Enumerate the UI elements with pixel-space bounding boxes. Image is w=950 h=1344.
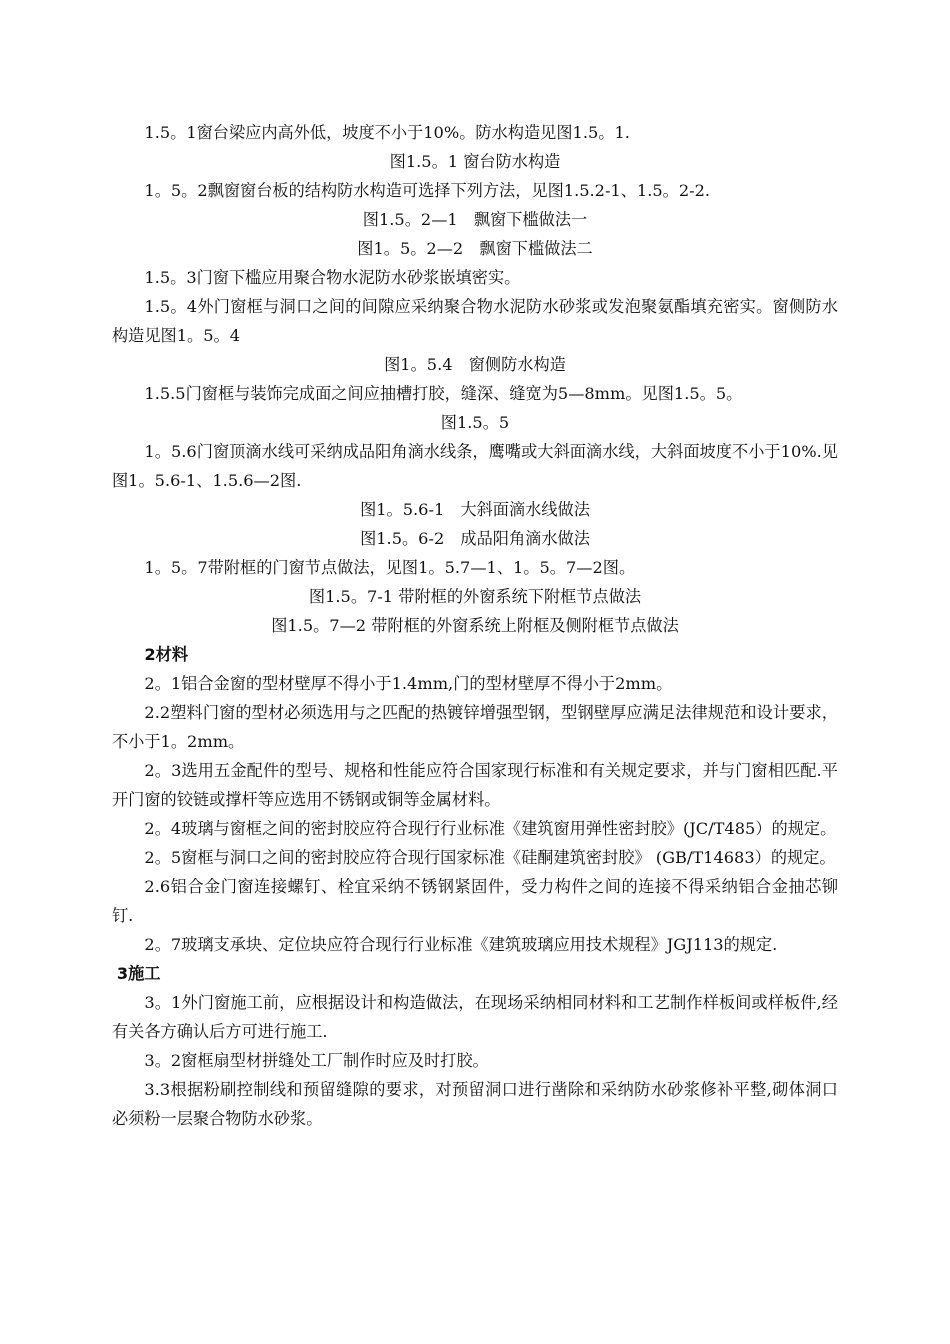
paragraph: 3。1外门窗施工前，应根据设计和构造做法，在现场采纳相同材料和工艺制作样板间或样板件,经有关各方确认后方可进行施工. <box>112 993 838 1041</box>
section-heading-materials: 2材料 <box>144 645 189 664</box>
figure-caption: 图1.5。6-2 成品阳角滴水做法 <box>360 529 590 548</box>
paragraph: 2。7玻璃支承块、定位块应符合现行行业标准《建筑玻璃应用技术规程》JGJ113的规定. <box>144 935 778 954</box>
paragraph: 1.5。4外门窗框与洞口之间的间隙应采纳聚合物水泥防水砂浆或发泡聚氨酯填充密实。窗侧防水构造见图1。5。4 <box>112 297 838 345</box>
figure-caption: 图1.5。7—2 带附框的外窗系统上附框及侧附框节点做法 <box>271 616 679 635</box>
figure-caption: 图1。5。2—2 飘窗下槛做法二 <box>357 239 593 258</box>
paragraph: 2.2塑料门窗的型材必须选用与之匹配的热镀锌增强型钢，型钢壁厚应满足法律规范和设计要求，不小于1。2mm。 <box>112 703 838 751</box>
figure-caption: 图1.5。2—1 飘窗下槛做法一 <box>362 210 588 229</box>
section-heading-construction: 3施工 <box>116 964 161 983</box>
paragraph: 3.3根据粉刷控制线和预留缝隙的要求，对预留洞口进行凿除和采纳防水砂浆修补平整,砌体洞口必须粉一层聚合物防水砂浆。 <box>112 1080 838 1128</box>
paragraph: 2。5窗框与洞口之间的密封胶应符合现行国家标准《硅酮建筑密封胶》 (GB/T14683）的规定。 <box>144 848 836 867</box>
document-page <box>112 118 838 1133</box>
paragraph: 2。4玻璃与窗框之间的密封胶应符合现行行业标准《建筑窗用弹性密封胶》(JC/T485）的规定。 <box>144 819 837 838</box>
paragraph: 2。3选用五金配件的型号、规格和性能应符合国家现行标准和有关规定要求，并与门窗相匹配.平开门窗的铰链或撑杆等应选用不锈钢或铜等金属材料。 <box>112 761 838 809</box>
figure-caption: 图1.5。7-1 带附框的外窗系统下附框节点做法 <box>308 587 642 606</box>
paragraph: 1。5。7带附框的门窗节点做法，见图1。5.7—1、1。5。7—2图。 <box>144 558 636 577</box>
figure-caption: 图1。5.6-1 大斜面滴水线做法 <box>360 500 590 519</box>
paragraph: 3。2窗框扇型材拼缝处工厂制作时应及时打胶。 <box>144 1051 489 1070</box>
paragraph: 2.6铝合金门窗连接螺钉、栓宜采纳不锈钢紧固件，受力构件之间的连接不得采纳铝合金抽芯铆钉. <box>112 877 838 925</box>
paragraph: 1。5。2飘窗窗台板的结构防水构造可选择下列方法，见图1.5.2-1、1.5。2-2. <box>144 181 711 200</box>
paragraph: 2。1铝合金窗的型材壁厚不得小于1.4mm,门的型材壁厚不得小于2mm。 <box>144 674 673 693</box>
paragraph: 1。5.6门窗顶滴水线可采纳成品阳角滴水线条，鹰嘴或大斜面滴水线，大斜面坡度不小于10%.见图1。5.6-1、1.5.6—2图. <box>112 442 838 490</box>
figure-caption: 图1.5。5 <box>440 413 510 432</box>
paragraph: 1.5.5门窗框与装饰完成面之间应抽槽打胶，缝深、缝宽为5—8mm。见图1.5。5。 <box>144 384 743 403</box>
figure-caption: 图1.5。1 窗台防水构造 <box>389 152 561 171</box>
paragraph: 1.5。3门窗下槛应用聚合物水泥防水砂浆嵌填密实。 <box>144 268 521 287</box>
paragraph: 1.5。1窗台梁应内高外低，坡度不小于10%。防水构造见图1.5。1. <box>144 123 630 142</box>
figure-caption: 图1。5.4 窗侧防水构造 <box>384 355 566 374</box>
